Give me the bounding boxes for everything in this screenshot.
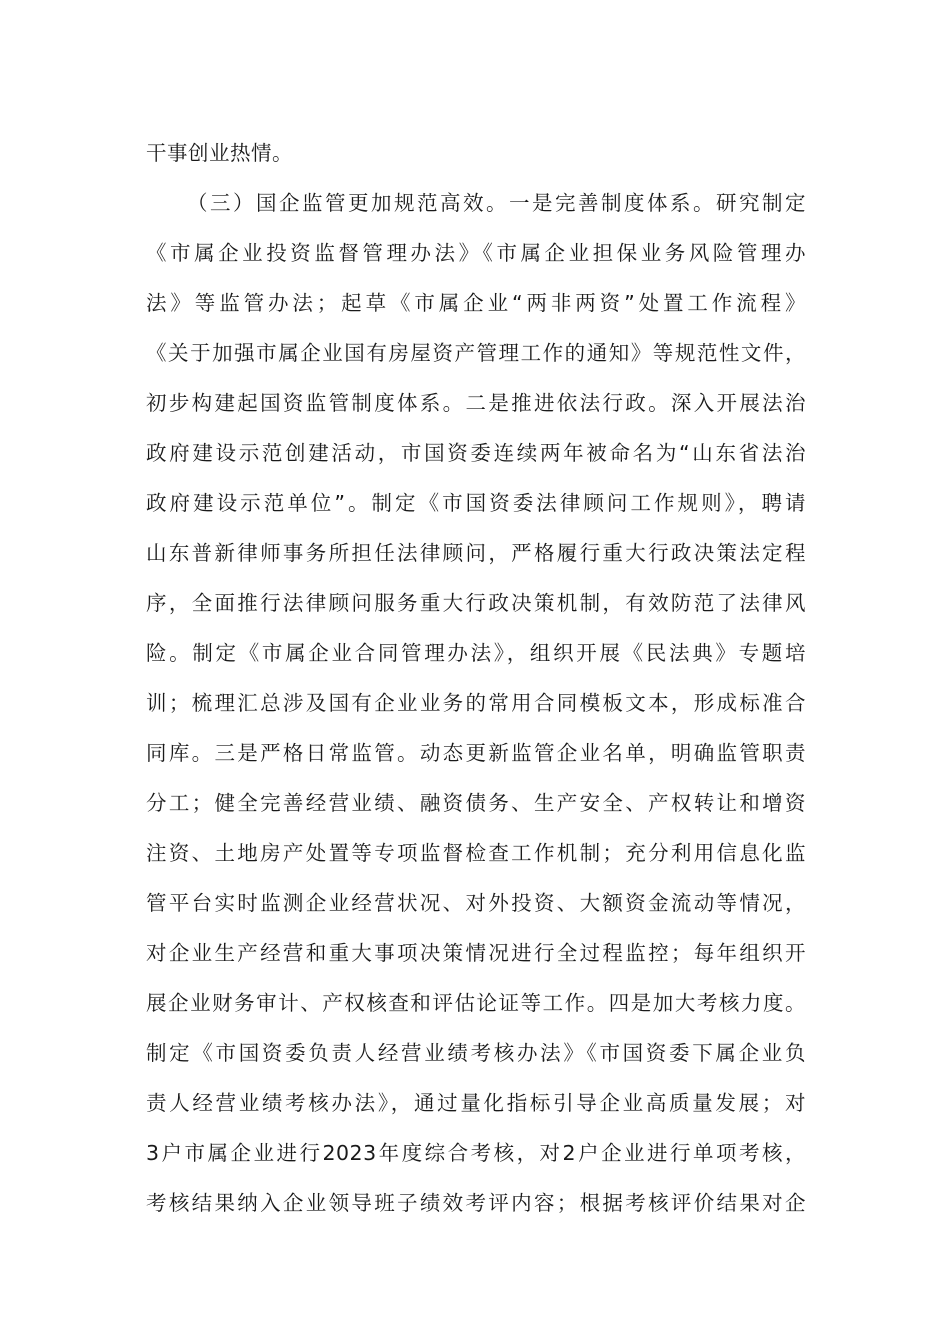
text-line: 《关于加强市属企业国有房屋资产管理工作的通知》等规范性文件， [146, 341, 806, 365]
text-line: 险。制定《市属企业合同管理办法》，组织开展《民法典》专题培 [146, 641, 806, 665]
text-line: 分工；健全完善经营业绩、融资债务、生产安全、产权转让和增资 [146, 791, 806, 815]
text-line: 法》等监管办法；起草《市属企业“两非两资”处置工作流程》 [146, 291, 806, 315]
text-line: 同库。三是严格日常监管。动态更新监管企业名单，明确监管职责 [146, 741, 806, 765]
text-line: 3户市属企业进行2023年度综合考核，对2户企业进行单项考核， [146, 1141, 806, 1165]
text-line: 山东普新律师事务所担任法律顾问，严格履行重大行政决策法定程 [146, 541, 806, 565]
text-line: 注资、土地房产处置等专项监督检查工作机制；充分利用信息化监 [146, 841, 806, 865]
text-line: 训；梳理汇总涉及国有企业业务的常用合同模板文本，形成标准合 [146, 691, 806, 715]
text-line: 序，全面推行法律顾问服务重大行政决策机制，有效防范了法律风 [146, 591, 806, 615]
text-line: 责人经营业绩考核办法》，通过量化指标引导企业高质量发展；对 [146, 1091, 806, 1115]
text-line: 《市属企业投资监督管理办法》《市属企业担保业务风险管理办 [146, 241, 806, 265]
text-line: 考核结果纳入企业领导班子绩效考评内容；根据考核评价结果对企 [146, 1191, 806, 1215]
text-line: 政府建设示范创建活动，市国资委连续两年被命名为“山东省法治 [146, 441, 806, 465]
text-line: 展企业财务审计、产权核查和评估论证等工作。四是加大考核力度。 [146, 991, 806, 1015]
text-line: 对企业生产经营和重大事项决策情况进行全过程监控；每年组织开 [146, 941, 806, 965]
text-line: （三）国企监管更加规范高效。一是完善制度体系。研究制定 [187, 191, 806, 215]
body-text [146, 128, 806, 1228]
text-line: 干事创业热情。 [146, 141, 293, 165]
text-line: 管平台实时监测企业经营状况、对外投资、大额资金流动等情况， [146, 891, 806, 915]
text-line: 制定《市国资委负责人经营业绩考核办法》《市国资委下属企业负 [146, 1041, 806, 1065]
text-line: 初步构建起国资监管制度体系。二是推进依法行政。深入开展法治 [146, 391, 806, 415]
text-line: 政府建设示范单位”。制定《市国资委法律顾问工作规则》，聘请 [146, 491, 806, 515]
